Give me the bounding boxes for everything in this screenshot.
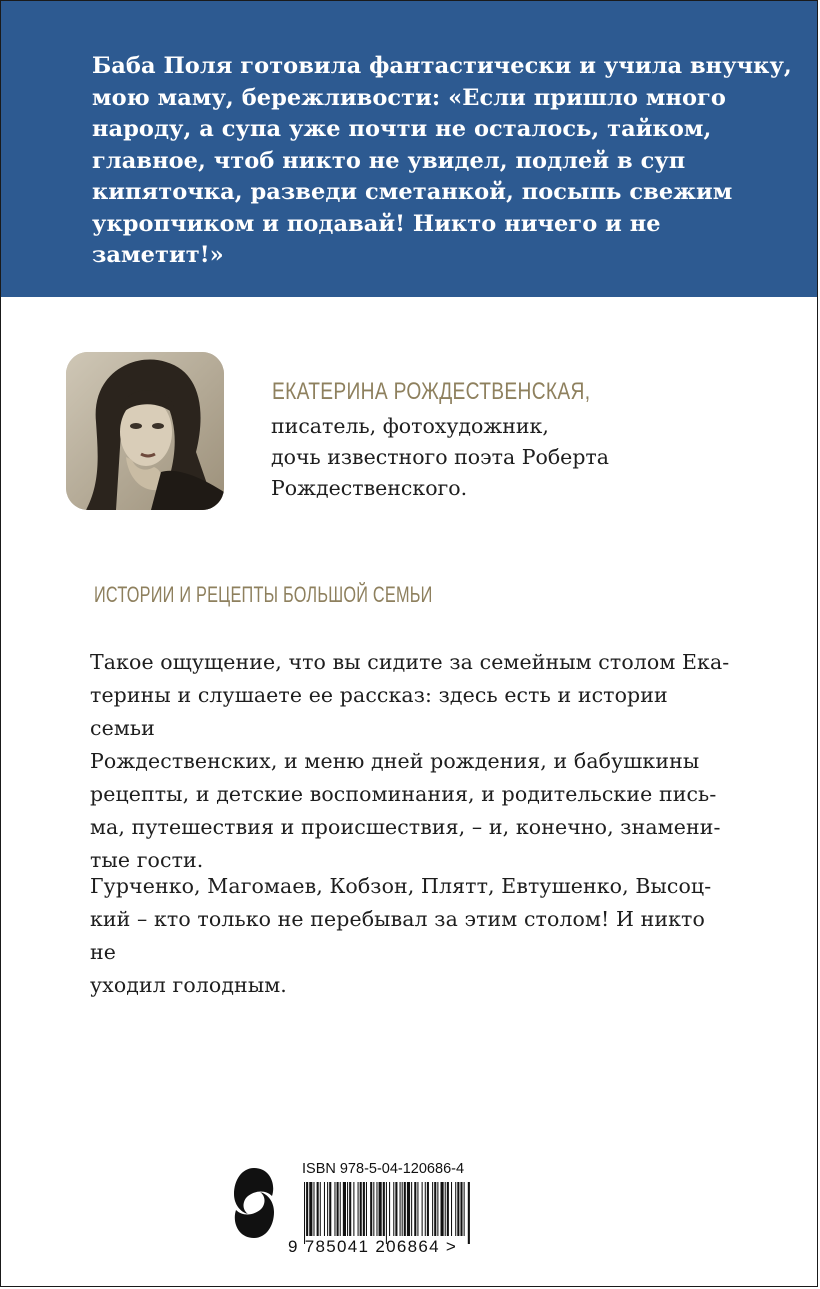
barcode-bar	[386, 1182, 387, 1244]
barcode-bar	[379, 1182, 382, 1236]
author-portrait-image	[66, 352, 224, 510]
barcode-bar	[445, 1182, 446, 1236]
barcode-digits: 9 785041 206864 >	[288, 1237, 458, 1256]
barcode-bar	[343, 1182, 346, 1236]
barcode-bar	[337, 1182, 339, 1236]
barcode-bar	[304, 1182, 305, 1244]
barcode-bar	[404, 1182, 406, 1236]
barcode-bar	[306, 1182, 308, 1236]
barcode-bar	[366, 1182, 367, 1236]
barcode-bar	[349, 1182, 351, 1236]
author-photo	[66, 352, 224, 510]
barcode-bar	[437, 1182, 438, 1236]
description-paragraph-2: Гурченко, Магомаев, Кобзон, Плятт, Евтушенко, Высоц- кий – кто только не перебывал за этим столом! И никто не уходил голодным.	[90, 874, 712, 997]
barcode-bar	[400, 1182, 401, 1236]
author-bio: писатель, фотохудожник, дочь известного поэта Роберта Рождественского.	[271, 414, 609, 500]
barcode-bar	[353, 1182, 354, 1236]
barcode-bar	[455, 1182, 456, 1236]
barcode-bar	[451, 1182, 452, 1236]
barcode-bar	[313, 1182, 314, 1236]
barcode-bar	[414, 1182, 416, 1236]
barcode-bar	[317, 1182, 319, 1236]
barcode-bar	[360, 1182, 362, 1236]
blurb-quote: Баба Поля готовила фантастически и учила внучку, мою маму, бережливости: «Если пришло много народу, а супа уже почти не осталось, тайком, главное, чтоб никто не увидел, подлей в суп кипяточка, разведи сметанкой, посыпь свежим укропчиком и подавай! Никто ничего и не заметит!»	[92, 53, 792, 268]
barcode-bar	[407, 1182, 410, 1236]
barcode-bar	[324, 1182, 325, 1236]
barcode-bar	[358, 1182, 359, 1236]
barcode-bar	[373, 1182, 374, 1236]
barcode-bar	[422, 1182, 423, 1236]
isbn-label: ISBN 978-5-04-120686-4	[302, 1161, 465, 1177]
barcode-bar	[347, 1182, 348, 1236]
barcode-bar	[383, 1182, 385, 1236]
barcode-bar	[441, 1182, 444, 1236]
barcode-graphic	[302, 1182, 470, 1244]
barcode-bar	[320, 1182, 321, 1236]
series-title: ИСТОРИИ И РЕЦЕПТЫ БОЛЬШОЙ СЕМЬИ	[94, 582, 433, 607]
barcode-bar	[460, 1182, 462, 1236]
barcode-bar	[468, 1182, 470, 1244]
barcode-bar	[376, 1182, 377, 1236]
barcode-bar	[370, 1182, 372, 1236]
publisher-logo-icon	[232, 1166, 276, 1240]
barcode-bar	[447, 1182, 449, 1236]
barcode-bar	[432, 1182, 433, 1236]
barcode-bar	[434, 1182, 436, 1236]
barcode-bar	[411, 1182, 412, 1236]
barcode-bar	[402, 1182, 403, 1236]
barcode-bar	[340, 1182, 341, 1236]
barcode-bar	[363, 1182, 365, 1236]
barcode-bar	[389, 1182, 390, 1236]
barcode-bar	[327, 1182, 328, 1236]
author-name: ЕКАТЕРИНА РОЖДЕСТВЕНСКАЯ,	[272, 378, 591, 405]
barcode-bar	[457, 1182, 459, 1236]
barcode-bar	[309, 1182, 312, 1236]
barcode-bar	[393, 1182, 394, 1236]
barcode-bar	[334, 1182, 335, 1236]
barcode-bar	[425, 1182, 426, 1236]
barcode-bar	[464, 1182, 465, 1236]
barcode-bar	[427, 1182, 429, 1236]
barcode-bar	[395, 1182, 397, 1236]
barcode-bar	[417, 1182, 418, 1236]
barcode-bar	[329, 1182, 331, 1236]
description-paragraph-1: Такое ощущение, что вы сидите за семейным столом Ека- терины и слушаете ее рассказ: здесь есть и истории семьи Рождественских, и меню дней рождения, и бабушкины рецепты, и детские воспоминания, и родительские пись- ма, путешествия и происшествия, – и, конечно, знамени- тые гости.	[90, 650, 730, 872]
